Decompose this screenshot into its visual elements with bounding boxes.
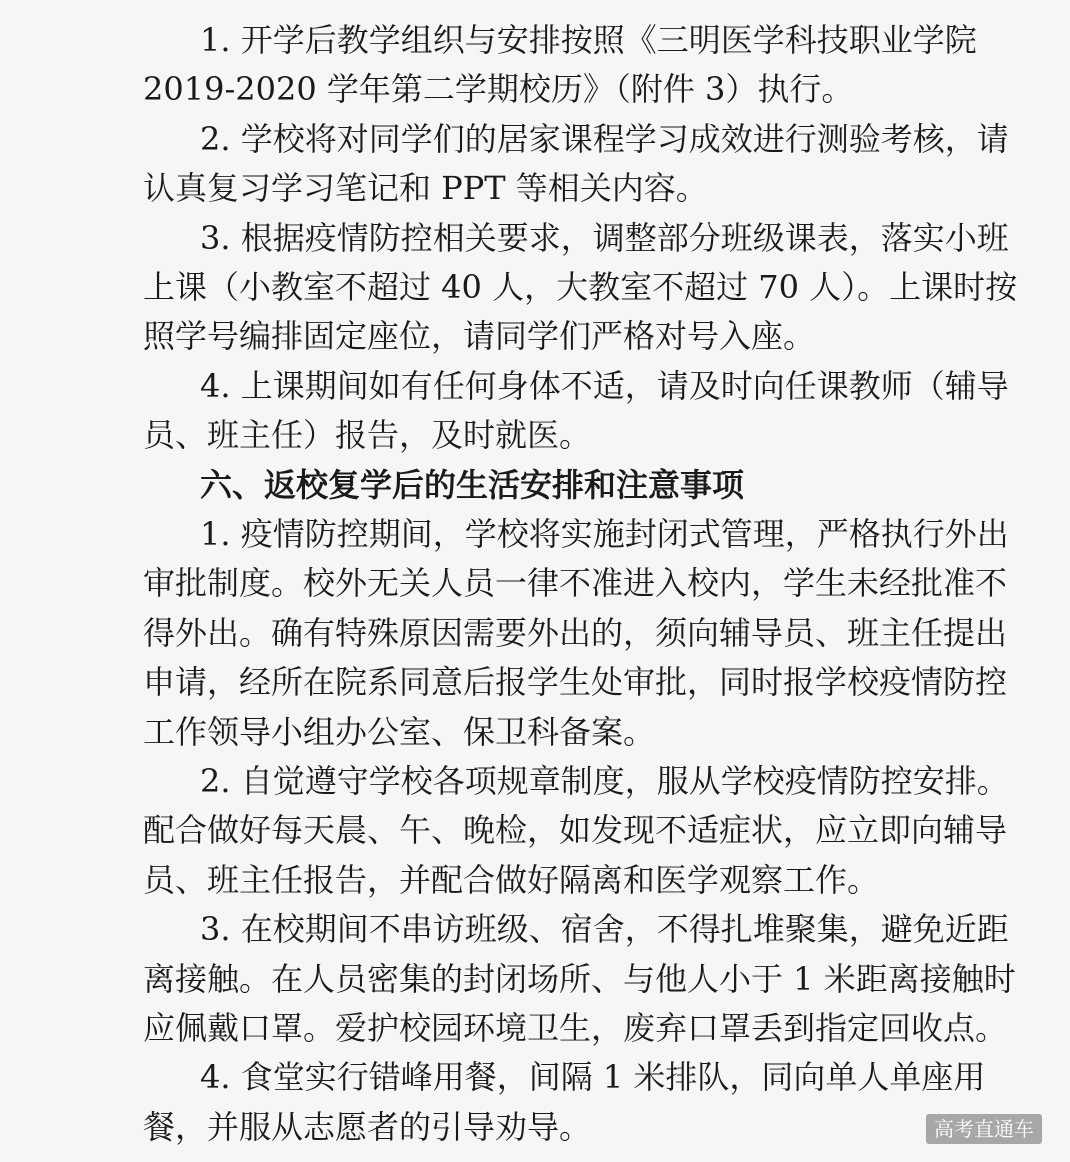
text-line-20: 离接触。在人员密集的封闭场所、与他人小于 1 米距离接触时 bbox=[143, 960, 1016, 998]
text-line-11: 1. 疫情防控期间，学校将实施封闭式管理，严格执行外出 bbox=[200, 515, 1009, 553]
text-line-15: 工作领导小组办公室、保卫科备案。 bbox=[143, 713, 656, 751]
text-line-7: 照学号编排固定座位，请同学们严格对号入座。 bbox=[143, 317, 816, 355]
text-line-4: 认真复习学习笔记和 PPT 等相关内容。 bbox=[143, 169, 708, 207]
text-line-6: 上课（小教室不超过 40 人，大教室不超过 70 人）。上课时按 bbox=[143, 268, 1018, 306]
text-line-13: 得外出。确有特殊原因需要外出的，须向辅导员、班主任提出 bbox=[143, 614, 1008, 652]
text-line-9: 员、班主任）报告，及时就医。 bbox=[143, 416, 592, 454]
text-line-23: 餐，并服从志愿者的引导劝导。 bbox=[143, 1108, 592, 1146]
text-line-17: 配合做好每天晨、午、晚检，如发现不适症状，应立即向辅导 bbox=[143, 811, 1008, 849]
text-line-5: 3. 根据疫情防控相关要求，调整部分班级课表，落实小班 bbox=[200, 219, 1009, 257]
text-line-22: 4. 食堂实行错峰用餐，间隔 1 米排队，同向单人单座用 bbox=[200, 1058, 986, 1096]
text-line-18: 员、班主任报告，并配合做好隔离和医学观察工作。 bbox=[143, 861, 880, 899]
text-line-21: 应佩戴口罩。爱护校园环境卫生，废弃口罩丢到指定回收点。 bbox=[143, 1009, 1008, 1047]
text-line-16: 2. 自觉遵守学校各项规章制度，服从学校疫情防控安排。 bbox=[200, 762, 1009, 800]
text-line-8: 4. 上课期间如有任何身体不适，请及时向任课教师（辅导 bbox=[200, 367, 1009, 405]
watermark-label: 高考直通车 bbox=[926, 1114, 1042, 1144]
text-line-19: 3. 在校期间不串访班级、宿舍，不得扎堆聚集，避免近距 bbox=[200, 910, 1009, 948]
text-line-12: 审批制度。校外无关人员一律不准进入校内，学生未经批准不 bbox=[143, 564, 1008, 602]
section-heading: 六、返校复学后的生活安排和注意事项 bbox=[200, 466, 745, 504]
text-line-1: 1. 开学后教学组织与安排按照《三明医学科技职业学院 bbox=[200, 21, 977, 59]
text-line-14: 申请，经所在院系同意后报学生处审批，同时报学校疫情防控 bbox=[143, 663, 1008, 701]
text-line-2: 2019-2020 学年第二学期校历》（附件 3）执行。 bbox=[143, 70, 854, 108]
text-line-3: 2. 学校将对同学们的居家课程学习成效进行测验考核，请 bbox=[200, 120, 1009, 158]
